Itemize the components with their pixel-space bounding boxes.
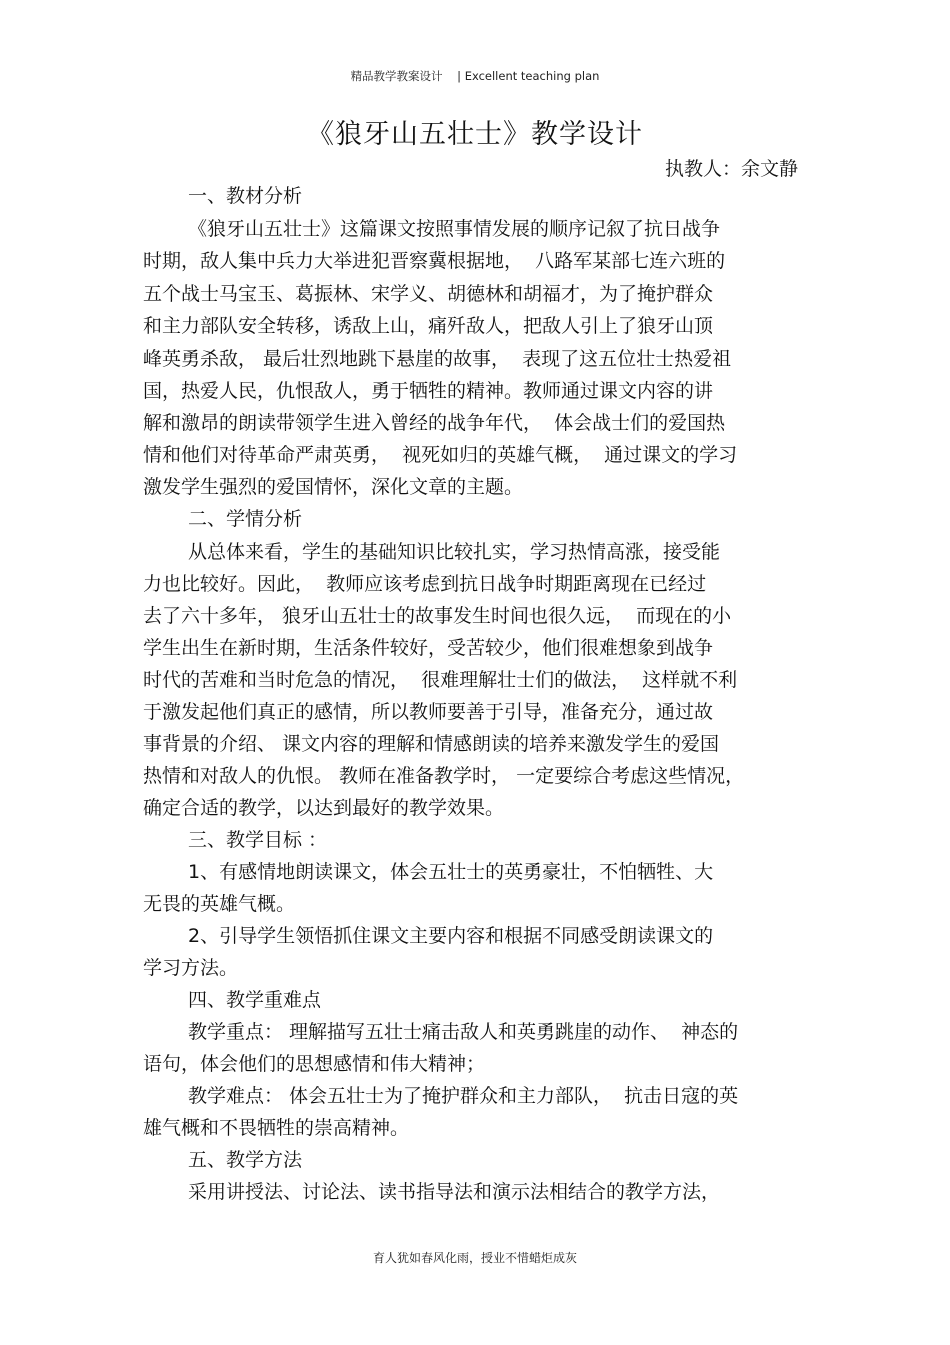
paragraph-line: 时期，敌人集中兵力大举进犯晋察冀根据地， 八路军某部七连六班的 <box>143 250 726 272</box>
paragraph-line: 《狼牙山五壮士》这篇课文按照事情发展的顺序记叙了抗日战争 <box>188 218 721 240</box>
paragraph-line: 教学难点： 体会五壮士为了掩护群众和主力部队， 抗击日寇的英 <box>188 1085 739 1107</box>
paragraph-line: 2、引导学生领悟抓住课文主要内容和根据不同感受朗读课文的 <box>188 925 714 947</box>
paragraph-line: 五个战士马宝玉、葛振林、宋学义、胡德林和胡福才，为了掩护群众 <box>143 283 714 305</box>
paragraph-line: 学习方法。 <box>143 957 239 979</box>
paragraph-line: 激发学生强烈的爱国情怀，深化文章的主题。 <box>143 476 524 498</box>
section-heading: 五、教学方法 <box>188 1149 303 1171</box>
author-line: 执教人：余文静 <box>664 158 798 180</box>
paragraph-line: 情和他们对待革命严肃英勇， 视死如归的英雄气概， 通过课文的学习 <box>143 444 738 466</box>
paragraph-line: 解和激昂的朗读带领学生进入曾经的战争年代， 体会战士们的爱国热 <box>143 412 726 434</box>
document-title: 《狼牙山五壮士》教学设计 <box>307 119 643 150</box>
paragraph-line: 雄气概和不畏牺牲的崇高精神。 <box>143 1117 410 1139</box>
paragraph-line: 教学重点： 理解描写五壮士痛击敌人和英勇跳崖的动作、 神态的 <box>188 1021 739 1043</box>
page-header: 精品教学教案设计 | Excellent teaching plan <box>350 69 600 83</box>
paragraph-line: 国，热爱人民，仇恨敌人，勇于牺牲的精神。教师通过课文内容的讲 <box>143 380 714 402</box>
paragraph-line: 时代的苦难和当时危急的情况， 很难理解壮士们的做法， 这样就不利 <box>143 669 738 691</box>
paragraph-line: 从总体来看，学生的基础知识比较扎实，学习热情高涨，接受能 <box>188 541 721 563</box>
paragraph-line: 无畏的英雄气概。 <box>143 893 296 915</box>
paragraph-line: 采用讲授法、讨论法、读书指导法和演示法相结合的教学方法， <box>188 1181 721 1203</box>
section-heading: 三、教学目标 ： <box>188 829 328 851</box>
paragraph-line: 峰英勇杀敌， 最后壮烈地跳下悬崖的故事， 表现了这五位壮士热爱祖 <box>143 348 732 370</box>
paragraph-line: 学生出生在新时期，生活条件较好，受苦较少，他们很难想象到战争 <box>143 637 714 659</box>
paragraph-line: 和主力部队安全转移，诱敌上山，痛歼敌人，把敌人引上了狼牙山顶 <box>143 315 714 337</box>
page-footer: 育人犹如春风化雨，授业不惜蜡炬成灰 <box>372 1251 577 1265</box>
paragraph-line: 确定合适的教学，以达到最好的教学效果。 <box>143 797 505 819</box>
section-heading: 四、教学重难点 <box>188 989 322 1011</box>
paragraph-line: 1、有感情地朗读课文，体会五壮士的英勇豪壮，不怕牺牲、大 <box>188 861 714 883</box>
paragraph-line: 热情和对敌人的仇恨。 教师在准备教学时， 一定要综合考虑这些情况， <box>143 765 745 787</box>
paragraph-line: 去了六十多年， 狼牙山五壮士的故事发生时间也很久远， 而现在的小 <box>143 605 732 627</box>
paragraph-line: 力也比较好。因此， 教师应该考虑到抗日战争时期距离现在已经过 <box>143 573 707 595</box>
paragraph-line: 语句，体会他们的思想感情和伟大精神； <box>143 1053 486 1075</box>
paragraph-line: 于激发起他们真正的感情，所以教师要善于引导，准备充分，通过故 <box>143 701 714 723</box>
section-heading: 二、学情分析 <box>188 508 303 530</box>
paragraph-line: 事背景的介绍、 课文内容的理解和情感朗读的培养来激发学生的爱国 <box>143 733 720 755</box>
section-heading: 一、教材分析 <box>188 185 303 207</box>
